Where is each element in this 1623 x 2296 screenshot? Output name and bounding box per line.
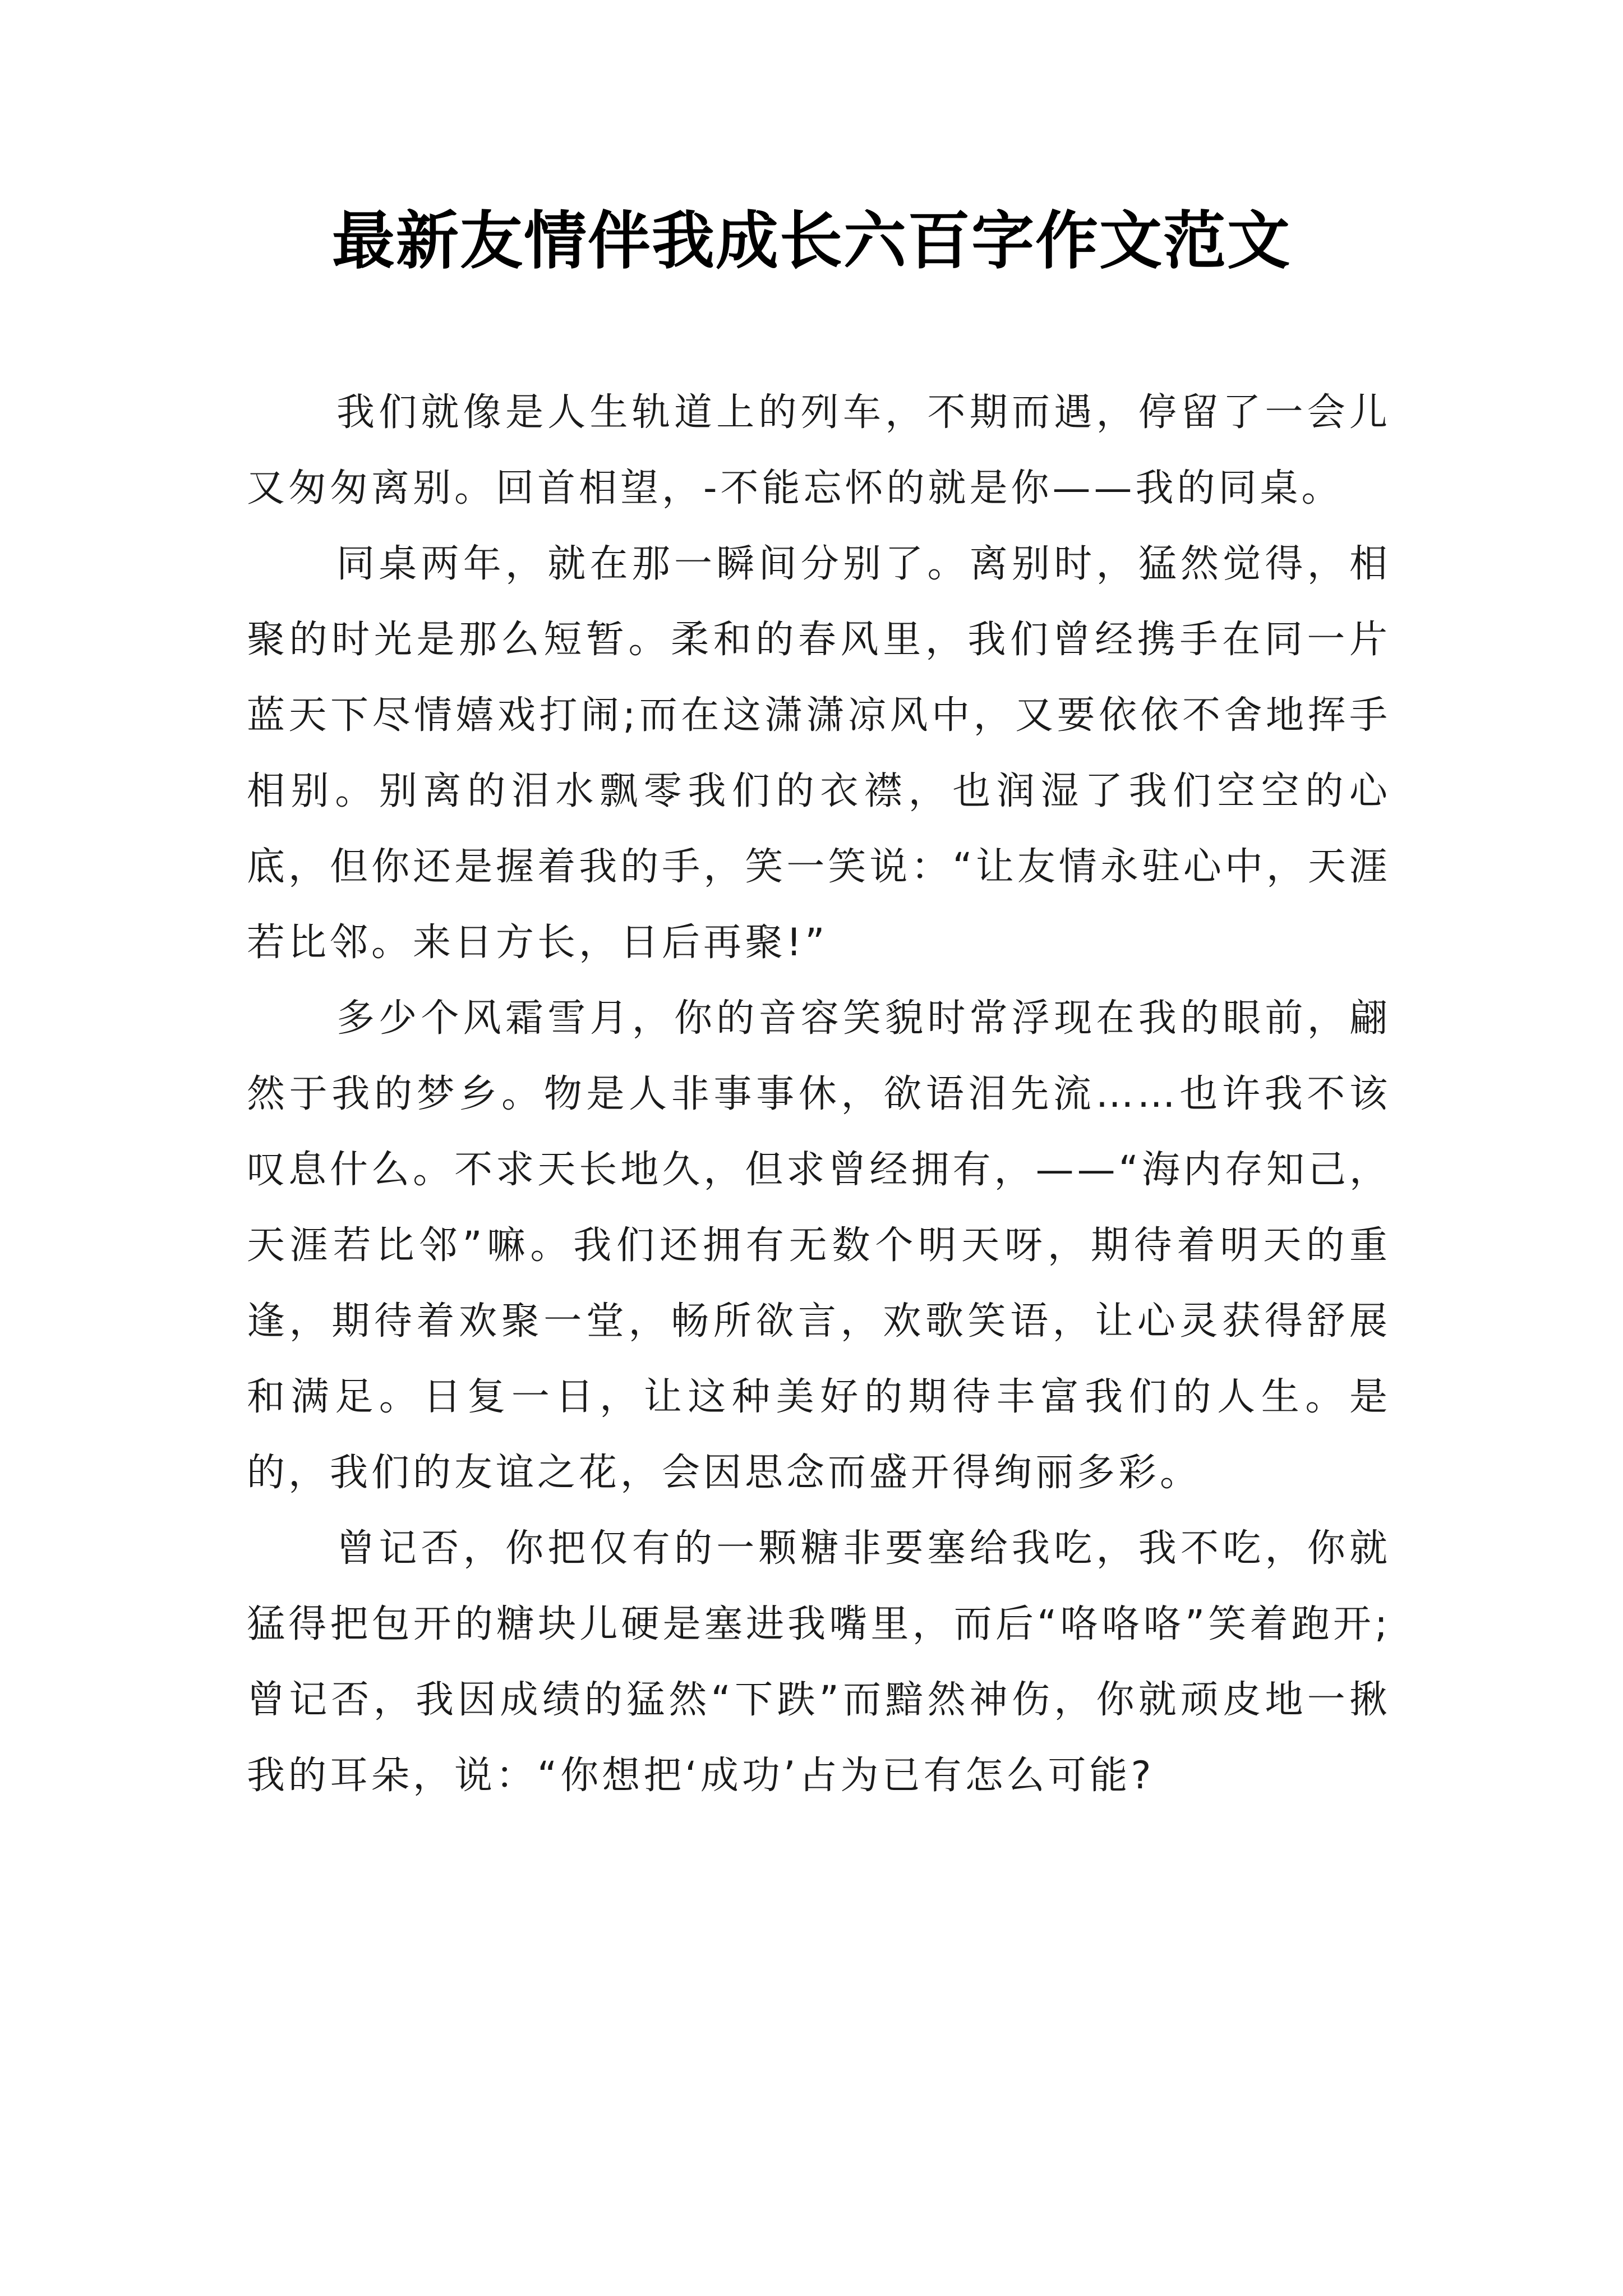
paragraph-3: 多少个风霜雪月，你的音容笑貌时常浮现在我的眼前，翩然于我的梦乡。物是人非事事休，欲语泪先流……也许我不该叹息什么。不求天长地久，但求曾经拥有，——“海内存知己，天涯若比邻”嘛。我们还拥有无数个明天呀，期待着明天的重逢，期待着欢聚一堂，畅所欲言，欢歌笑语，让心灵获得舒展和满足。日复一日，让这种美好的期待丰富我们的人生。是的，我们的友谊之花，会因思念而盛开得绚丽多彩。 xyxy=(247,996,1391,1495)
paragraph-2: 同桌两年，就在那一瞬间分别了。离别时，猛然觉得，相聚的时光是那么短暂。柔和的春风里，我们曾经携手在同一片蓝天下尽情嬉戏打闹;而在这潇潇凉风中，又要依依不舍地挥手相别。别离的泪水飘零我们的衣襟，也润湿了我们空空的心底，但你还是握着我的手，笑一笑说：“让友情永驻心中，天涯若比邻。来日方长，日后再聚!” xyxy=(247,542,1391,965)
document-body xyxy=(247,375,1391,1814)
document-title: 最新友情伴我成长六百字作文范文 xyxy=(332,204,1291,278)
paragraph-4: 曾记否，你把仅有的一颗糖非要塞给我吃，我不吃，你就猛得把包开的糖块儿硬是塞进我嘴里，而后“咯咯咯”笑着跑开;曾记否，我因成绩的猛然“下跌”而黯然神伤，你就顽皮地一揪我的耳朵，说：“你想把‘成功’占为已有怎么可能? xyxy=(247,1526,1391,1798)
paragraph-1: 我们就像是人生轨道上的列车，不期而遇，停留了一会儿又匆匆离别。回首相望，-不能忘怀的就是你——我的同桌。 xyxy=(247,390,1391,510)
